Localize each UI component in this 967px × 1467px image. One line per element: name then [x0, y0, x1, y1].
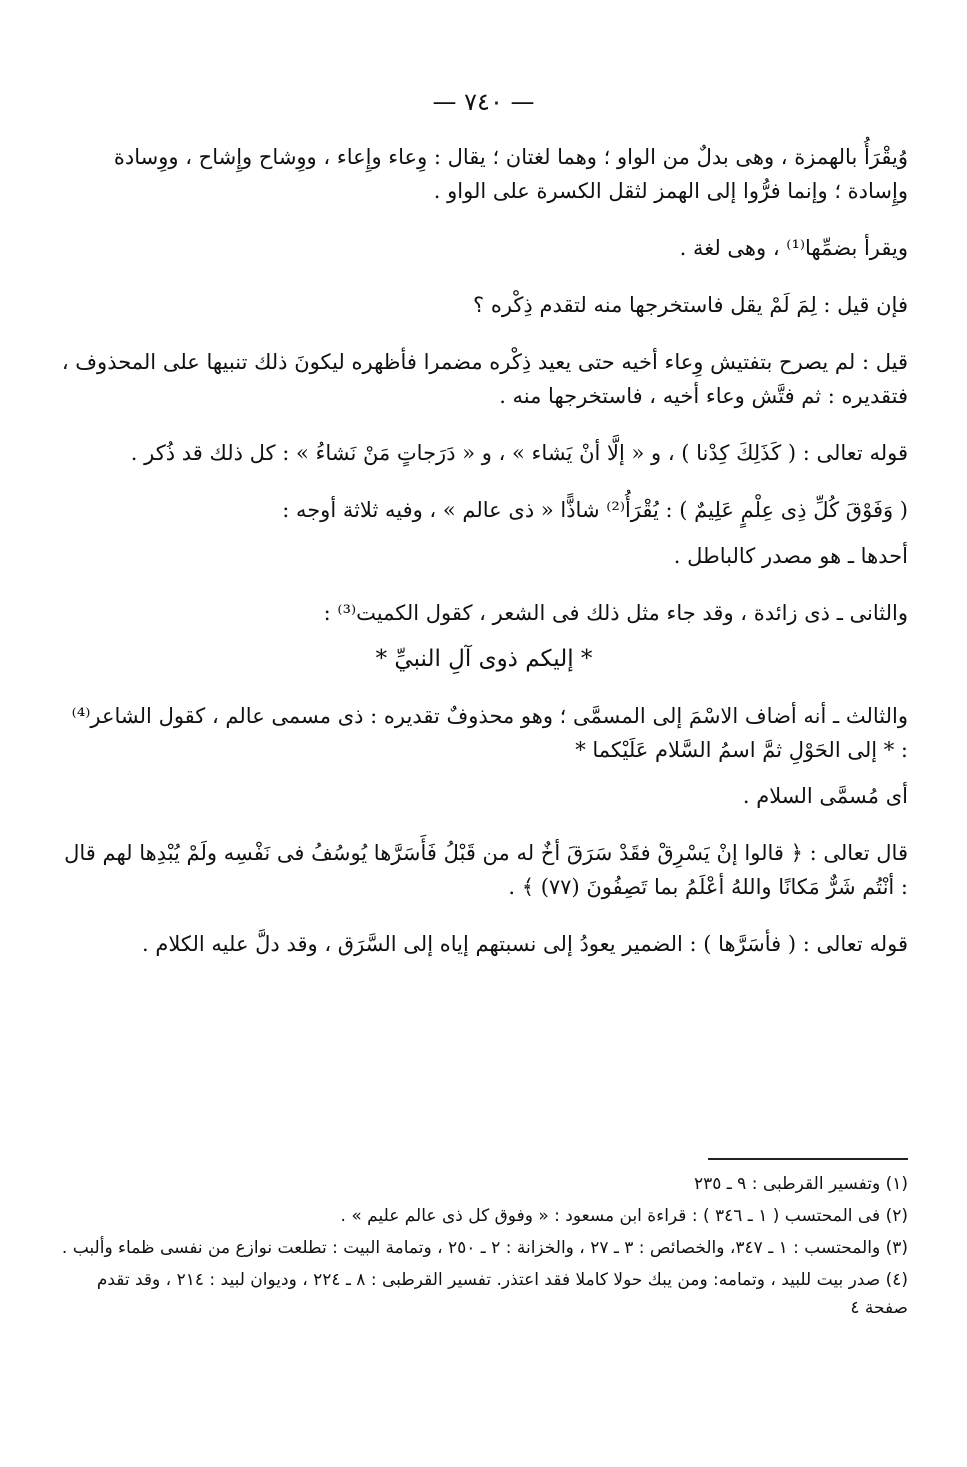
paragraph-second-aspect: والثانى ـ ذى زائدة ، وقد جاء مثل ذلك فى الشعر ، كقول الكميت⁽³⁾ :	[323, 601, 908, 625]
paragraph-fa-asarraha: قوله تعالى : ( فأسَرَّها ) : الضمير يعودُ إلى نسبتهم إياه إلى السَّرَق ، وقد دلَّ عليه الكلام .	[142, 932, 908, 956]
paragraph-answer: قيل : لم يصرح بتفتيش وِعاء أخيه حتى يعيد ذِكْره مضمرا فأظهره ليكونَ ذلك تنبيها على المحذوف ، فتقديره : ثم فتَّش وعاء أخيه ، فاستخرجها منه .	[61, 350, 908, 408]
footnote-1: (١) وتفسير القرطبى : ٩ ـ ٢٣٥	[693, 1174, 908, 1194]
paragraph-hamza-reading: وُيقْرَأُ بالهمزة ، وهى بدلٌ من الواو ؛ وهما لغتان ؛ يقال : وِعاء وإِعاء ، ووِشاح وإِشاح ، ووِسادة وإِسادة ؛ وإنما فرُّوا إلى الهمز لثقل الكسرة على الواو .	[113, 145, 908, 203]
quran-verse: قال تعالى : ﴿ قالوا إنْ يَسْرِقْ فقَدْ سَرَقَ أخٌ له من قَبْلُ فَأَسَرَّها يُوسُفُ فى نَفْسِه ولَمْ يُبْدِها لهم قال : أنْتُم شَرٌّ مَكانًا واللهُ أعْلَمُ بما تَصِفُونَ (٧٧) ﴾ .	[64, 841, 908, 899]
footnotes	[60, 1170, 908, 1326]
footnote-2: (٢) فى المحتسب ( ١ ـ ٣٤٦ ) : قراءة ابن مسعود : « وفوق كل ذى عالم عليم » .	[340, 1206, 908, 1226]
footnote-4: (٤) صدر بيت للبيد ، وتمامه: ومن يبك حولا كاملا فقد اعتذر. تفسير القرطبى : ٨ ـ ٢٢٤ ، وديوان لبيد : ٢١٤ ، وقد تقدم صفحة ٤	[96, 1270, 908, 1318]
paragraph-third-aspect: والثالث ـ أنه أضاف الاسْمَ إلى المسمَّى ؛ وهو محذوفٌ تقديره : ذى مسمى عالم ، كقول الشاعر⁽⁴⁾ : * إلى الحَوْلِ ثمَّ اسمُ السَّلام عَلَيْكما *	[71, 704, 908, 762]
paragraph-first-aspect: أحدها ـ هو مصدر كالباطل .	[673, 544, 908, 568]
paragraph-damma-reading: ويقرأ بضمِّها⁽¹⁾ ، وهى لغة .	[679, 236, 908, 260]
footnote-3: (٣) والمحتسب : ١ ـ ٣٤٧، والخصائص : ٣ ـ ٢٧ ، والخزانة : ٢ ـ ٢٥٠ ، وتمامة البيت : تطلعت نوازع من نفسى ظماء وألبب .	[61, 1238, 908, 1258]
paragraph-kadhalika: قوله تعالى : ( كَذَلِكَ كِدْنا ) ، و « إلَّا أنْ يَشاء » ، و « دَرَجاتٍ مَنْ نَشاءُ » : كل ذلك قد ذُكر .	[130, 441, 908, 465]
paragraph-wa-fawqa: ( وَفَوْقَ كُلِّ ذِى عِلْمٍ عَلِيمٌ ) : يُقْرَأُ⁽²⁾ شاذًّا « ذى عالم » ، وفيه ثلاثة أوجه :	[282, 498, 908, 522]
page-number: — ٧٤٠ —	[432, 88, 535, 116]
paragraph-musamma: أى مُسمَّى السلام .	[742, 784, 908, 808]
poetry-verse: * إليكم ذوى آلِ النبيِّ *	[375, 646, 593, 672]
paragraph-question: فإن قيل : لِمَ لَمْ يقل فاستخرجها منه لتقدم ذِكْره ؟	[473, 293, 908, 317]
footnote-divider	[708, 1158, 908, 1160]
main-text	[60, 140, 908, 984]
